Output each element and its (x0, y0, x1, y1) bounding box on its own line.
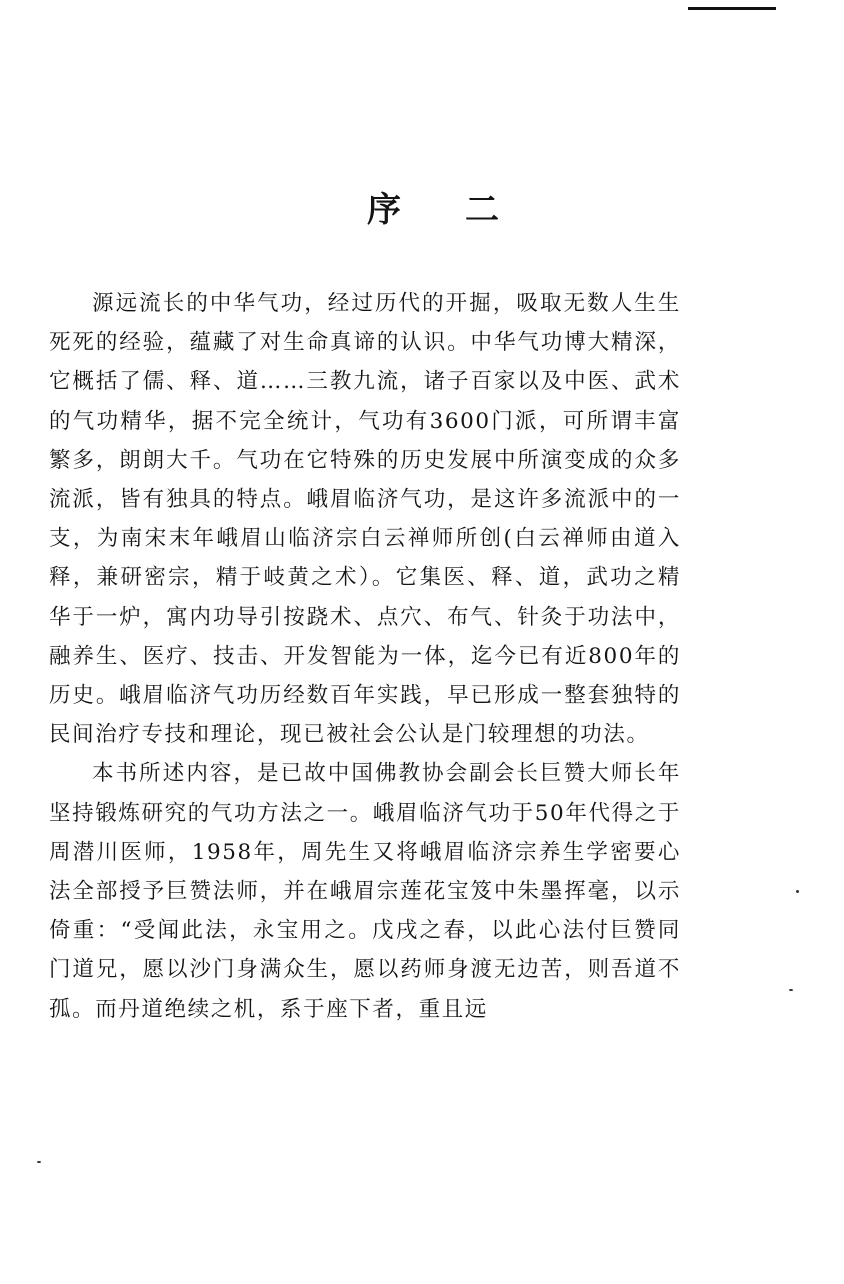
body-text (49, 284, 681, 1029)
top-rule (688, 7, 776, 10)
scan-speck (37, 1161, 41, 1163)
scan-speck (789, 989, 793, 991)
paragraph-2: 本书所述内容，是已故中国佛教协会副会长巨赞大师长年坚持锻炼研究的气功方法之一。峨眉临济气功于50年代得之于周潜川医师，1958年，周先生又将峨眉临济宗养生学密要心法全部授予巨赞法师，并在峨眉宗莲花宝笈中朱墨挥毫，以示倚重：“受闻此法，永宝用之。戊戌之春，以此心法付巨赞同门道兄，愿以沙门身满众生，愿以药师身渡无边苦，则吾道不孤。而丹道绝续之机，系于座下者，重且远 (49, 761, 681, 1022)
page-title (0, 184, 844, 236)
scan-speck (796, 890, 799, 893)
title-char-2: 二 (465, 190, 499, 230)
paragraph-1: 源远流长的中华气功，经过历代的开掘，吸取无数人生生死死的经验，蕴藏了对生命真谛的认识。中华气功博大精深，它概括了儒、释、道……三教九流，诸子百家以及中医、武术的气功精华，据不完全统计，气功有3600门派，可所谓丰富繁多，朗朗大千。气功在它特殊的历史发展中所演变成的众多流派，皆有独具的特点。峨眉临济气功，是这许多流派中的一支，为南宋末年峨眉山临济宗白云禅师所创(白云禅师由道入释，兼研密宗，精于岐黄之术）。它集医、释、道，武功之精华于一炉，寓内功导引按跷术、点穴、布气、针灸于功法中，融养生、医疗、技击、开发智能为一体，迄今已有近800年的历史。峨眉临济气功历经数百年实践，早已形成一整套独特的民间治疗专技和理论，现已被社会公认是门较理想的功法。 (49, 291, 681, 748)
title-char-1: 序 (367, 190, 401, 230)
